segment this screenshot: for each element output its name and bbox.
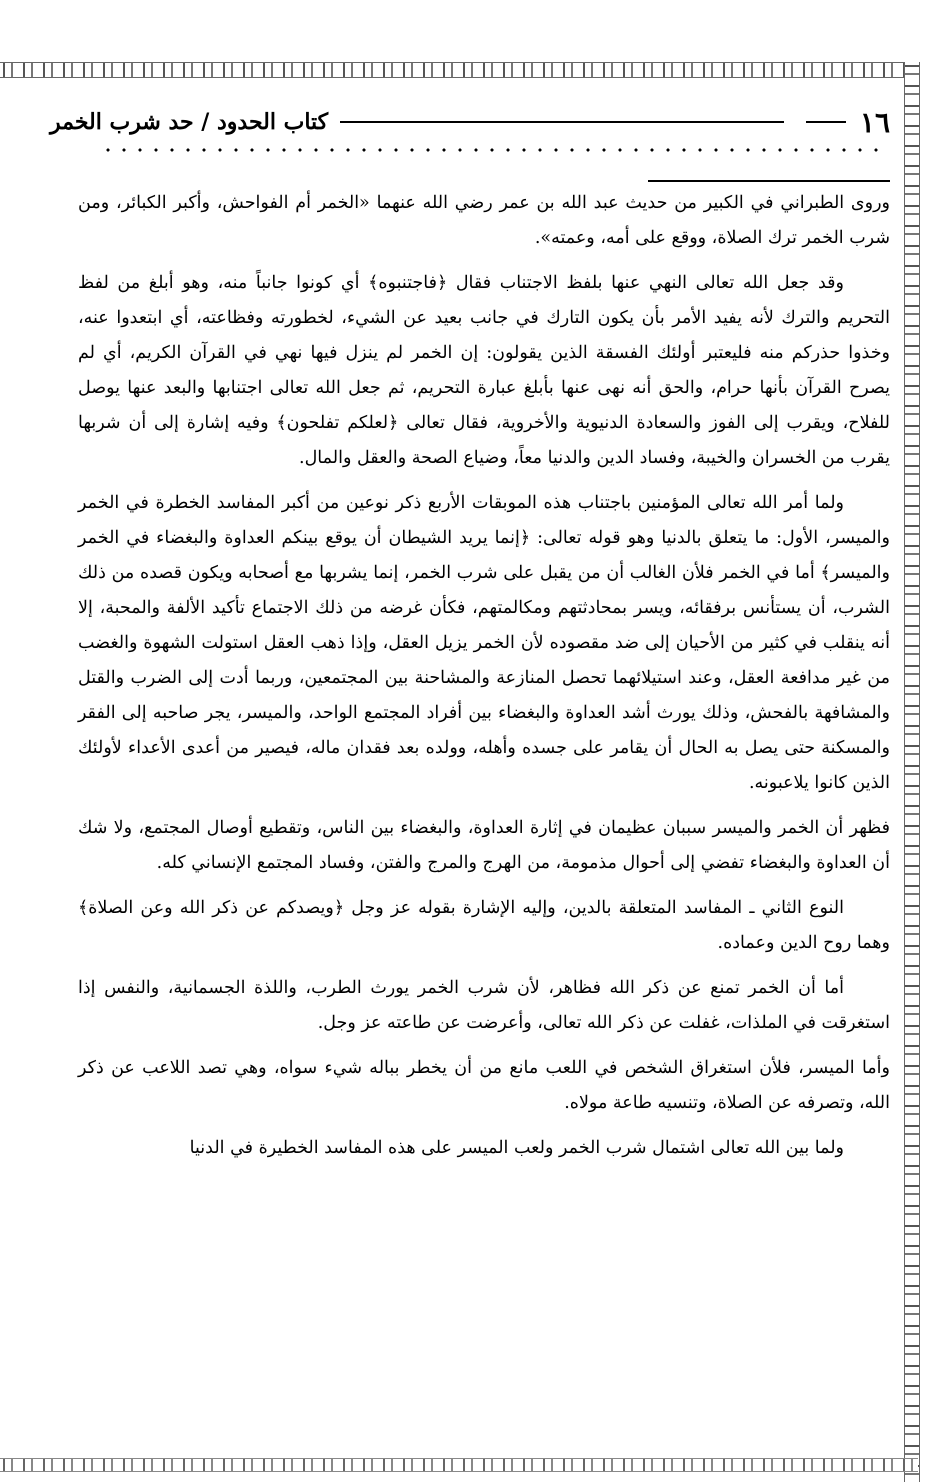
paragraph: النوع الثاني ـ المفاسد المتعلقة بالدين، وإليه الإشارة بقوله عز وجل ﴿ويصدكم عن ذكر الله وعن الصلاة﴾ وهما روح الدين وعماده. <box>78 898 890 953</box>
paragraph: وروى الطبراني في الكبير من حديث عبد الله بن عمر رضي الله عنهما «الخمر أم الفواحش، وأكبر الكبائر، ومن شرب الخمر ترك الصلاة، ووقع على أمه، وعمته». <box>78 193 890 248</box>
paragraph: أما أن الخمر تمنع عن ذكر الله فظاهر، لأن شرب الخمر يورث الطرب، واللذة الجسمانية، والنفس إذا استغرقت في الملذات، غفلت عن ذكر الله تعالى، وأعرضت عن طاعته عز وجل. <box>78 978 890 1033</box>
dotted-separator <box>100 148 890 152</box>
paragraph: فظهر أن الخمر والميسر سببان عظيمان في إثارة العداوة، والبغضاء بين الناس، وتقطيع أوصال المجتمع، ولا شك أن العداوة والبغضاء تفضي إلى أحوال مذمومة، من الهرج والمرج والفتن، وفساد المجتمع الإنساني كله. <box>78 818 890 873</box>
header-rule <box>340 121 784 123</box>
paragraph: وأما الميسر، فلأن استغراق الشخص في اللعب مانع من أن يخطر بباله شيء سواه، وهي تصد اللاعب عن ذكر الله، وتصرفه عن الصلاة، وتنسيه طاعة مولاه. <box>78 1058 890 1113</box>
header-rule-short <box>806 121 846 123</box>
decorative-chain-border-right <box>904 62 920 1482</box>
page-header <box>50 100 890 144</box>
book-title: كتاب الحدود / حد شرب الخمر <box>50 109 329 135</box>
paragraph: ولما بين الله تعالى اشتمال شرب الخمر ولعب الميسر على هذه المفاسد الخطيرة في الدنيا <box>189 1138 844 1158</box>
body-text <box>78 186 890 1176</box>
paragraph: وقد جعل الله تعالى النهي عنها بلفظ الاجتناب فقال ﴿فاجتنبوه﴾ أي كونوا جانباً منه، وهو أبلغ من لفظ التحريم والترك لأنه يفيد الأمر بأن يكون التارك في جانب بعيد عن الشيء، لخطورته وفظاعته، أي ابتعدوا عنه، وخذوا حذركم منه فليعتبر أولئك الفسقة الذين يقولون: إن الخمر لم ينزل فيها نهي في القرآن الكريم، أي لم يصرح القرآن بأنها حرام، والحق أنه نهى عنها بأبلغ عبارة التحريم، ثم جعل الله تعالى اجتنابها والبعد عنها يوصل للفلاح، ويقرب إلى الفوز والسعادة الدنيوية والأخروية، فقال تعالى ﴿لعلكم تفلحون﴾ وفيه إشارة إلى أن شربها يقرب من الخسران والخيبة، وفساد الدين والدنيا معاً، وضياع الصحة والعقل والمال. <box>78 273 890 468</box>
decorative-chain-border-bottom <box>0 1458 918 1472</box>
page-number: ١٦ <box>859 105 890 139</box>
paragraph: ولما أمر الله تعالى المؤمنين باجتناب هذه الموبقات الأربع ذكر نوعين من أكبر المفاسد الخطرة في الخمر والميسر، الأول: ما يتعلق بالدنيا وهو قوله تعالى: ﴿إنما يريد الشيطان أن يوقع بينكم العداوة والبغضاء في الخمر والميسر﴾ أما في الخمر فلأن الغالب أن من يقبل على شرب الخمر، إنما يشربها مع أصحابه ويكون قصده من ذلك الشرب، أن يستأنس برفقائه، ويسر بمحادثتهم ومكالمتهم، فكأن غرضه من ذلك الاجتماع تأكيد الألفة والمحبة، إلا أنه ينقلب في كثير من الأحيان إلى ضد مقصوده لأن الخمر يزيل العقل، وإذا ذهب العقل استولت الشهوة والغضب من غير مدافعة العقل، وعند استيلائهما تحصل المنازعة والمشاحنة بين المجتمعين، وربما أدت إلى الضرب والقتل والمشافهة بالفحش، وذلك يورث أشد العداوة والبغضاء بين أفراد المجتمع الواحد، والميسر، يجر صاحبه إلى الفقر والمسكنة حتى يصل به الحال أن يقامر على جسده وأهله، وولده بعد فقدان ماله، فيصير من أعدى الأعداء لأولئك الذين كانوا يلاعبونه. <box>78 493 890 793</box>
decorative-chain-border-top <box>0 62 918 78</box>
section-rule <box>648 180 890 182</box>
